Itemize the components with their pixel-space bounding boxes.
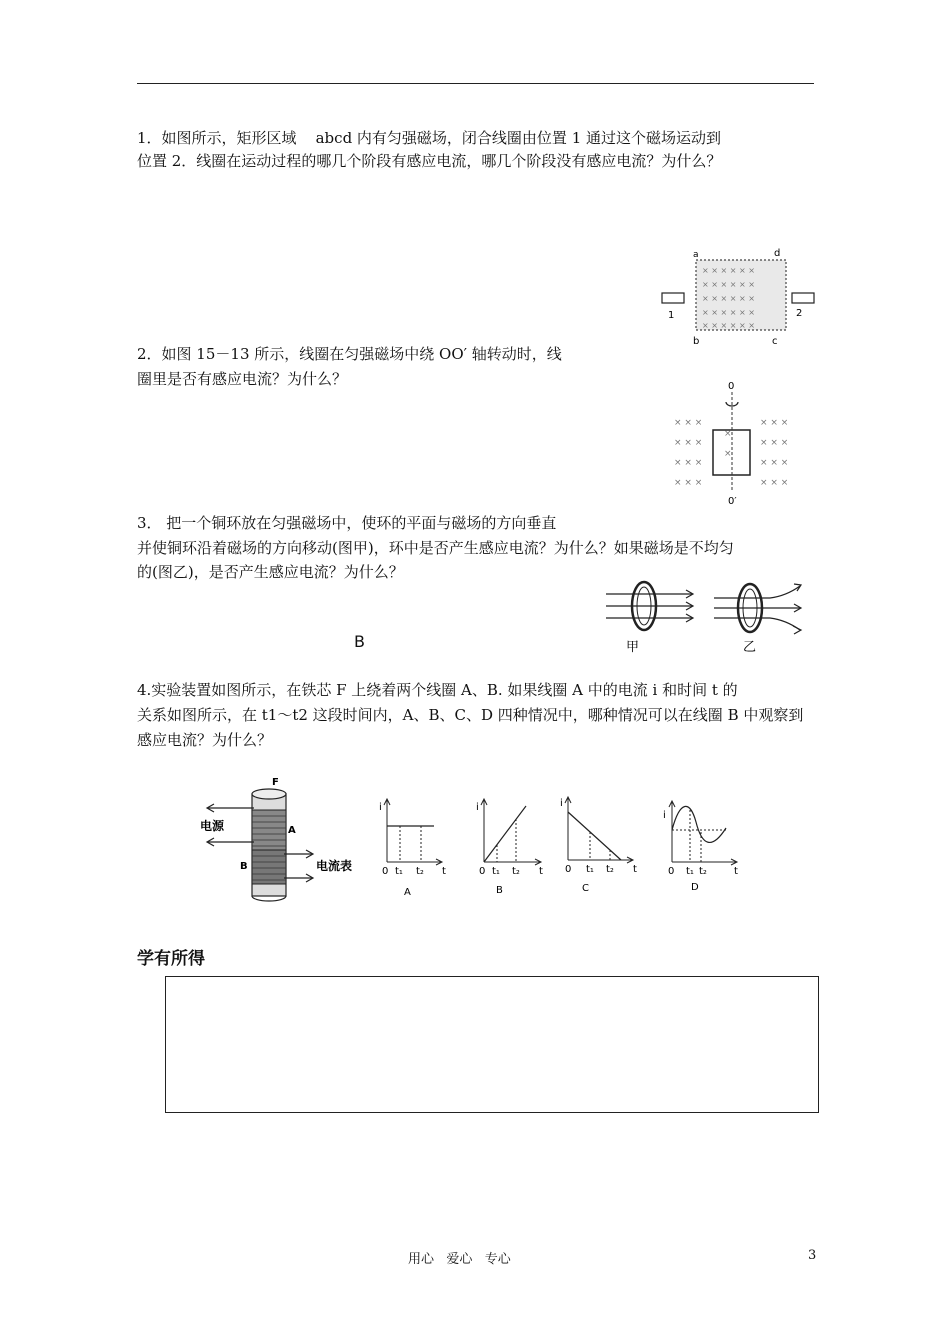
caption-jia: 甲 (626, 640, 640, 655)
page-number: 3 (808, 1248, 817, 1263)
svg-text:× × × × × ×: × × × × × × (702, 308, 755, 317)
svg-text:i: i (663, 810, 666, 821)
svg-text:t: t (734, 866, 738, 877)
svg-text:× × × × × ×: × × × × × × (702, 321, 755, 330)
svg-text:× × ×: × × × (674, 478, 703, 488)
graph-a (384, 799, 442, 865)
q4-line1: 4.实验装置如图所示，在铁芯 F 上绕着两个线圈 A、B. 如果线圈 A 中的电流 i 和时间 t 的 (137, 681, 738, 699)
position-1-label: 1 (668, 310, 675, 321)
svg-text:0: 0 (382, 866, 389, 877)
corner-d: d (774, 248, 781, 259)
svg-text:× × × × × ×: × × × × × × (702, 266, 755, 275)
svg-text:× × ×: × × × (760, 458, 789, 468)
svg-text:t₂: t₂ (512, 866, 520, 877)
graph-b-caption: B (496, 885, 503, 896)
svg-text:× × ×: × × × (760, 478, 789, 488)
figure-2-rotating-coil (664, 378, 804, 513)
graph-d (669, 801, 737, 865)
figure-4-apparatus (196, 770, 756, 905)
q1-line1: 1．如图所示，矩形区域 abcd 内有匀强磁场，闭合线圈由位置 1 通过这个磁场运动到 (137, 129, 722, 147)
core-label-f: F (272, 777, 279, 788)
figure-3-copper-ring (600, 578, 810, 658)
q3-line2: 并使铜环沿着磁场的方向移动(图甲)，环中是否产生感应电流？为什么？如果磁场是不均匀 (137, 539, 734, 557)
svg-text:0: 0 (479, 866, 486, 877)
svg-text:0: 0 (668, 866, 675, 877)
svg-text:t₂: t₂ (606, 864, 614, 875)
footer-motto: 用心 爱心 专心 (408, 1252, 511, 1267)
summary-heading: 学有所得 (137, 949, 205, 969)
graph-a-caption: A (404, 887, 411, 898)
coil-position-2 (792, 293, 814, 303)
svg-text:× × ×: × × × (760, 438, 789, 448)
svg-text:t₁: t₁ (586, 864, 594, 875)
q1-line2: 位置 2．线圈在运动过程的哪几个阶段有感应电流，哪几个阶段没有感应电流？为什么？ (137, 152, 722, 170)
svg-text:× × ×: × × × (674, 418, 703, 428)
q3-line3: 的(图乙)，是否产生感应电流？为什么？ (137, 563, 404, 581)
svg-text:0: 0 (565, 864, 572, 875)
figure-1-field-region (658, 244, 833, 349)
svg-text:× × ×: × × × (674, 458, 703, 468)
position-2-label: 2 (796, 308, 803, 319)
graph-c (565, 797, 633, 863)
ammeter-label: 电流表 (316, 859, 353, 873)
iron-core (252, 789, 286, 901)
svg-text:i: i (476, 802, 479, 813)
svg-text:×: × (724, 449, 732, 459)
stray-label-b: B (354, 632, 365, 651)
corner-c: c (772, 336, 778, 347)
svg-text:t₂: t₂ (699, 866, 707, 877)
svg-text:t₁: t₁ (395, 866, 403, 877)
svg-text:i: i (560, 798, 563, 809)
header-rule (137, 83, 814, 84)
q2-line1: 2．如图 15－13 所示，线圈在匀强磁场中绕 OO′ 轴转动时，线 (137, 345, 562, 363)
svg-text:i: i (379, 802, 382, 813)
q3-line1: 3． 把一个铜环放在匀强磁场中，使环的平面与磁场的方向垂直 (137, 514, 557, 532)
svg-text:t₁: t₁ (686, 866, 694, 877)
svg-text:× × ×: × × × (760, 418, 789, 428)
q4-line3: 感应电流？为什么？ (137, 731, 273, 749)
coil-position-1 (662, 293, 684, 303)
svg-text:× × × × × ×: × × × × × × (702, 280, 755, 289)
svg-text:t: t (633, 864, 637, 875)
caption-yi: 乙 (743, 640, 757, 655)
svg-text:t: t (539, 866, 543, 877)
source-label: 电源 (200, 819, 225, 833)
corner-a: a (693, 250, 699, 260)
svg-text:×: × (724, 429, 732, 439)
summary-answer-box[interactable] (165, 976, 819, 1113)
q2-line2: 圈里是否有感应电流？为什么？ (137, 370, 348, 388)
svg-text:t: t (442, 866, 446, 877)
axis-top-label: 0 (728, 381, 735, 392)
coil-b-label: B (240, 861, 248, 872)
graph-d-caption: D (691, 882, 699, 893)
graph-c-caption: C (582, 883, 589, 894)
graph-b (481, 799, 541, 865)
q4-line2: 关系如图所示，在 t1～t2 这段时间内，A、B、C、D 四种情况中，哪种情况可以在线圈 B 中观察到 (137, 706, 804, 724)
svg-text:× × × × × ×: × × × × × × (702, 294, 755, 303)
svg-text:t₂: t₂ (416, 866, 424, 877)
coil-a-label: A (288, 825, 296, 836)
corner-b: b (693, 336, 700, 347)
svg-text:t₁: t₁ (492, 866, 500, 877)
field-cross-marks (674, 418, 788, 488)
axis-bottom-label: 0′ (728, 496, 737, 507)
svg-text:× × ×: × × × (674, 438, 703, 448)
